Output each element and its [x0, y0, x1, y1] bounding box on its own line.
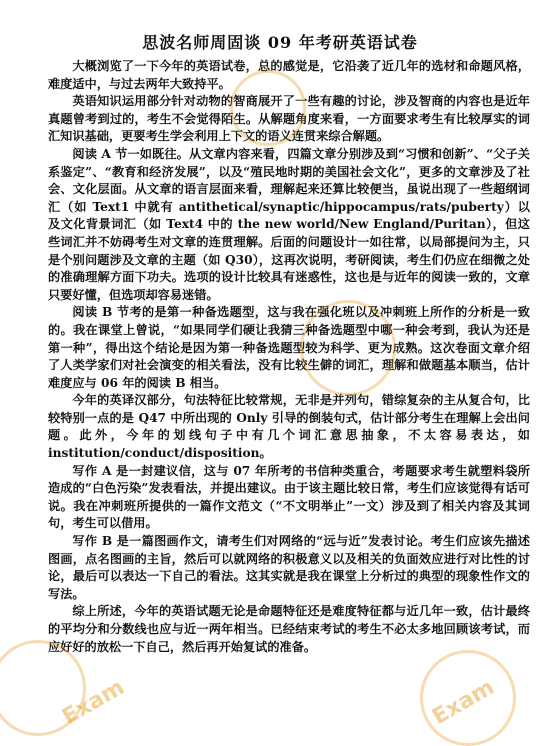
page-title: 思波名师周固谈 09 年考研英语试卷 [142, 33, 418, 52]
article-body [48, 58, 530, 656]
paragraph-cloze: 英语知识运用部分针对动物的智商展开了一些有趣的讨论，涉及智商的内容也是近年真题曾考到过的，考生不会觉得陌生。从解题角度来看，一方面要求考生有比较厚实的词汇知识基础，更要考生学会利用上下文的语义连贯来综合解题。 [48, 94, 530, 144]
paragraph-writing-b: 写作 B 是一篇图画作文，请考生们对网络的“远与近”发表讨论。考生们应该先描述图画，点名图画的主旨，然后可以就网络的积极意义以及相关的负面效应进行对比性的讨论，最后可以表达一下自己的看法。这其实就是我在课堂上分析过的典型的现象性作文的写法。 [48, 534, 530, 601]
paragraph-reading-a: 阅读 A 节一如既往。从文章内容来看，四篇文章分别涉及到“习惯和创新”、“父子关系鉴定”、“教育和经济发展”，以及“殖民地时期的美国社会文化”，更多的文章涉及了社会、文化层面。从文章的语言层面来看，理解起来还算比较便当，虽说出现了一些超纲词汇（如 Text1 中就有 antithetical/synaptic/hippocampus/rats/puberty）以及文化背景词汇（如 Text4 中的 the new world/New England/Puritan），但这些词汇并不妨碍考生对文章的连贯理解。后面的问题设计一如往常，以局部提问为主，只是个别问题涉及文章的主题（如 Q30），这再次说明，考研阅读，考生们仍应在细微之处的准确理解方面下功夫。选项的设计比较具有迷惑性，这也是与近年的阅读一致的，文章只要好懂，但选项却容易迷错。 [48, 146, 530, 302]
paragraph-writing-a: 写作 A 是一封建议信，这与 07 年所考的书信种类重合，考题要求考生就塑料袋所造成的“白色污染”发表看法，并提出建议。由于该主题比较日常，考生们应该觉得有话可说。我在冲刺班所提供的一篇作文范文（“不文明举止”一文）涉及到了相关内容及其词句，考生可以借用。 [48, 463, 530, 531]
watermark-text: Exam [428, 674, 499, 731]
paragraph-reading-b: 阅读 B 节考的是第一种备选题型，这与我在强化班以及冲刺班上所作的分析是一致的。我在课堂上曾说，“如果同学们硬让我猜三种备选题型中哪一种会考到，我认为还是第一种”，得出这个结论是因为第一种备选题型较为科学、更为成熟。这次卷面文章介绍了人类学家们对社会演变的相关看法，没有比较生僻的词汇，理解和做题基本顺当，估计难度应与 06 年的阅读 B 相当。 [48, 305, 530, 390]
paragraph-intro: 大概浏览了一下今年的英语试卷，总的感觉是，它沿袭了近几年的选材和命题风格，难度适中，与过去两年大致持平。 [48, 59, 530, 91]
paragraph-translation: 今年的英译汉部分，句法特征比较常规，无非是并列句，错综复杂的主从复合句，比较特别一点的是 Q47 中所出现的 Only 引导的倒装句式，估计部分考生在理解上会出问题。此外，今年的划线句子中有几个词汇意思抽象，不太容易表达，如 institution/conduct/disposition。 [48, 393, 530, 461]
watermark-text: Exam [58, 674, 129, 731]
paragraph-conclusion: 综上所述，今年的英语试题无论是命题特征还是难度特征都与近几年一致，估计最终的平均分和分数线也应与近一两年相当。已经结束考试的考生不必太多地回顾该考试，而应好好的放松一下自己，然后再开始复试的准备。 [48, 604, 530, 654]
watermark-logo [420, 650, 516, 746]
